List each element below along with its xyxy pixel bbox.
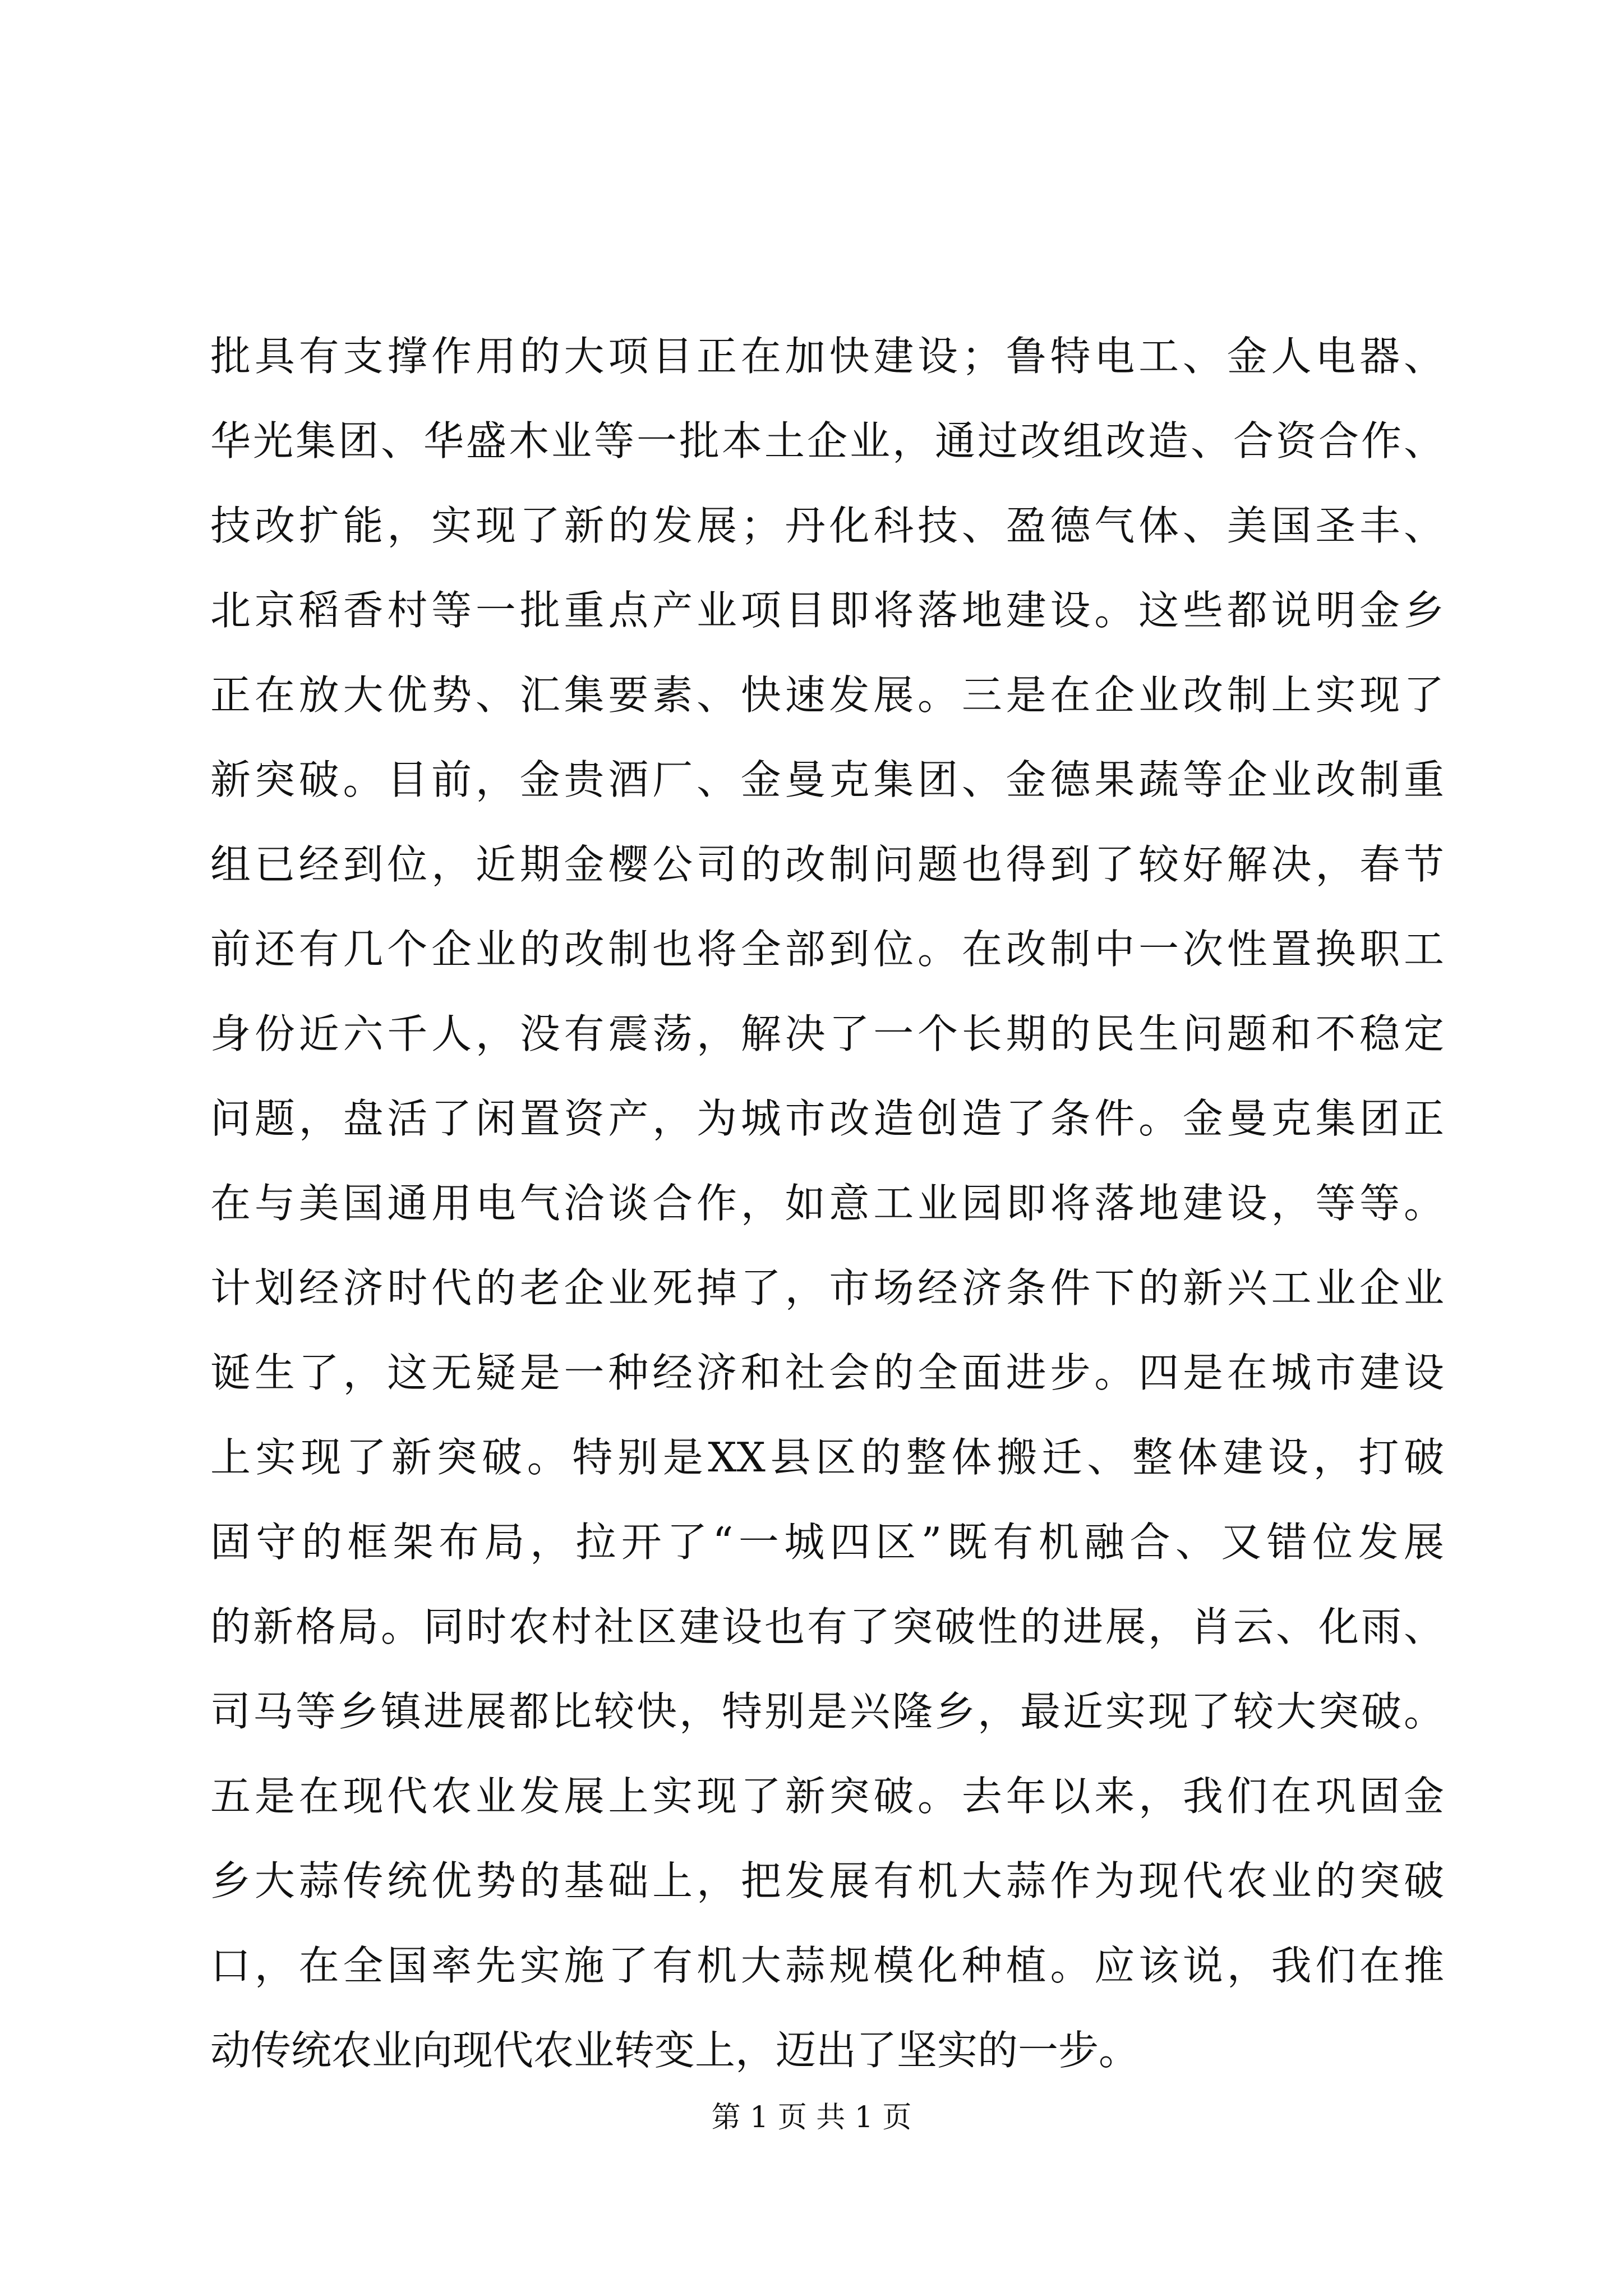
text-line: 乡大蒜传统优势的基础上，把发展有机大蒜作为现代农业的突破 <box>210 1857 1444 1904</box>
text-line: 计划经济时代的老企业死掉了，市场经济条件下的新兴工业企业 <box>210 1264 1444 1312</box>
text-line: 批具有支撑作用的大项目正在加快建设；鲁特电工、金人电器、 <box>210 333 1444 380</box>
text-line: 身份近六千人，没有震荡，解决了一个长期的民生问题和不稳定 <box>210 1010 1444 1057</box>
body-text <box>210 314 1444 2093</box>
text-line: 五是在现代农业发展上实现了新突破。去年以来，我们在巩固金 <box>210 1773 1444 1820</box>
text-line: 动传统农业向现代农业转变上，迈出了坚实的一步。 <box>210 2027 1140 2074</box>
text-line: 上实现了新突破。特别是XX县区的整体搬迁、整体建设，打破 <box>210 1434 1444 1481</box>
text-line: 的新格局。同时农村社区建设也有了突破性的进展，肖云、化雨、 <box>210 1603 1444 1650</box>
text-line: 正在放大优势、汇集要素、快速发展。三是在企业改制上实现了 <box>210 671 1444 719</box>
text-line: 新突破。目前，金贵酒厂、金曼克集团、金德果蔬等企业改制重 <box>210 756 1444 803</box>
text-line: 司马等乡镇进展都比较快，特别是兴隆乡，最近实现了较大突破。 <box>210 1688 1444 1735</box>
text-line: 问题，盘活了闲置资产，为城市改造创造了条件。金曼克集团正 <box>210 1095 1444 1142</box>
text-line: 技改扩能，实现了新的发展；丹化科技、盈德气体、美国圣丰、 <box>210 502 1444 549</box>
text-line: 在与美国通用电气洽谈合作，如意工业园即将落地建设，等等。 <box>210 1180 1444 1227</box>
page-footer: 第 1 页 共 1 页 <box>711 2101 912 2134</box>
text-line: 口，在全国率先实施了有机大蒜规模化种植。应该说，我们在推 <box>210 1942 1444 1989</box>
text-line: 组已经到位，近期金樱公司的改制问题也得到了较好解决，春节 <box>210 841 1444 888</box>
text-line: 华光集团、华盛木业等一批本土企业，通过改组改造、合资合作、 <box>210 417 1444 464</box>
text-line: 前还有几个企业的改制也将全部到位。在改制中一次性置换职工 <box>210 926 1444 973</box>
text-line: 北京稻香村等一批重点产业项目即将落地建设。这些都说明金乡 <box>210 587 1444 634</box>
text-line: 诞生了，这无疑是一种经济和社会的全面进步。四是在城市建设 <box>210 1349 1444 1396</box>
text-line: 固守的框架布局，拉开了“一城四区”既有机融合、又错位发展 <box>210 1519 1444 1566</box>
